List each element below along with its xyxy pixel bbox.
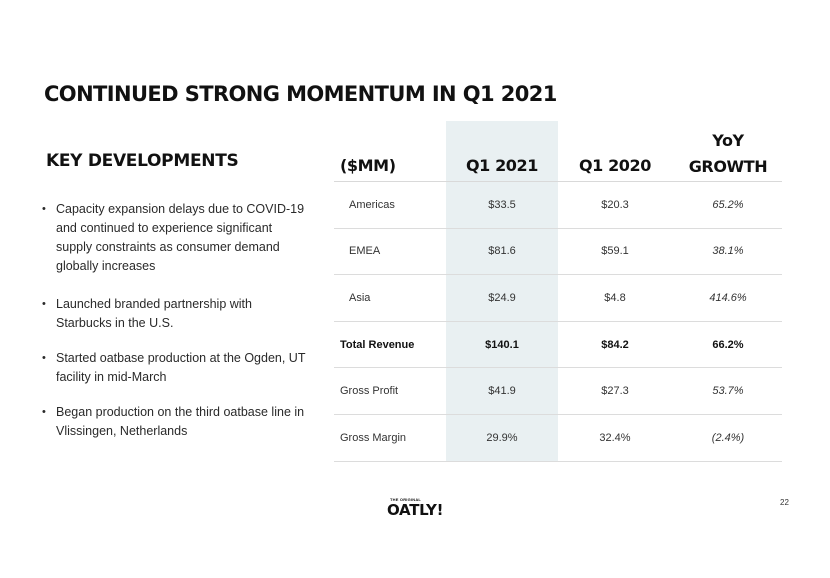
bullet-item: • Began production on the third oatbase line in Vlissingen, Netherlands [40,403,310,441]
logo-tagline: THE ORIGINAL [390,497,422,502]
logo-wordmark: OATLY! [387,501,444,519]
row-label: Total Revenue [340,338,415,351]
table-row-total-revenue [334,322,782,369]
cell-q1-2020: $59.1 [601,245,629,258]
cell-yoy: 53.7% [712,385,744,398]
cell-q1-2021: $24.9 [488,291,516,304]
header-yoy-growth [674,128,782,180]
table-row-gross-profit [334,368,782,415]
table-row-americas [334,182,782,229]
table-row-emea [334,229,782,276]
cell-q1-2020: $84.2 [601,338,629,351]
cell-q1-2020: $20.3 [601,198,629,211]
table-row-gross-margin [334,415,782,462]
bullet-item: • Started oatbase production at the Ogden, UT facility in mid-March [40,349,310,387]
key-developments-list [40,200,310,441]
header-mm: ($MM) [340,156,396,175]
bullet-item: • Capacity expansion delays due to COVID-19 and continued to experience significant supply constraints as consumer demand globally increases [40,200,310,276]
header-yoy-line2: GROWTH [688,157,768,176]
row-label: Asia [349,291,371,304]
row-label: Gross Margin [340,431,407,444]
financials-table [334,120,782,462]
table-header [334,120,782,182]
cell-q1-2021: $81.6 [488,245,516,258]
row-label: Gross Profit [340,385,399,398]
oatly-logo [387,497,447,521]
slide-title: CONTINUED STRONG MOMENTUM IN Q1 2021 [44,82,557,106]
cell-yoy: (2.4%) [711,431,745,444]
header-q1-2021: Q1 2021 [465,156,539,175]
table-row-asia [334,275,782,322]
row-label: Americas [349,198,395,211]
row-label: EMEA [349,245,381,258]
cell-q1-2021: $41.9 [488,385,516,398]
bullet-item: • Launched branded partnership with Starbucks in the U.S. [40,295,310,333]
cell-yoy: 65.2% [712,198,744,211]
page-number: 22 [780,498,789,507]
cell-yoy: 414.6% [709,291,747,304]
cell-q1-2020: $4.8 [604,291,626,304]
header-q1-2020: Q1 2020 [578,156,652,175]
cell-q1-2021: $33.5 [488,198,516,211]
cell-yoy: 66.2% [712,338,744,351]
header-yoy-line1: YoY [712,131,744,150]
cell-q1-2021: 29.9% [486,431,518,444]
key-developments-heading: KEY DEVELOPMENTS [46,151,239,171]
cell-q1-2020: 32.4% [599,431,631,444]
cell-q1-2021: $140.1 [485,338,519,351]
cell-yoy: 38.1% [712,245,744,258]
cell-q1-2020: $27.3 [601,385,629,398]
